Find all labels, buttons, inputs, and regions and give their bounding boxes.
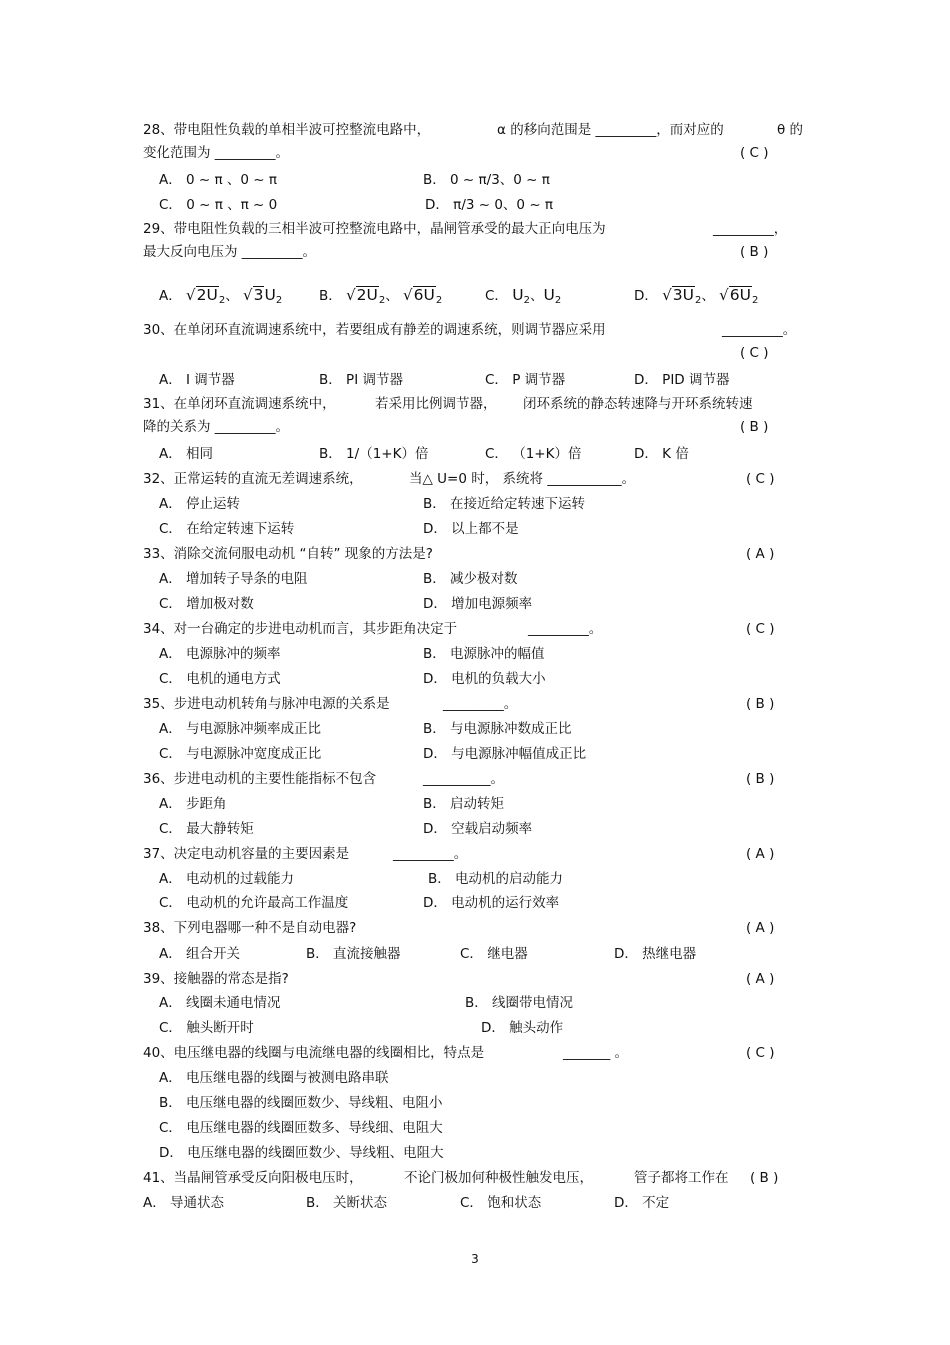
option-b: B． 线圈带电情况 bbox=[465, 995, 574, 1011]
question-text: 30、在单闭环直流调速系统中，若要组成有静差的调速系统，则调节器应采用 bbox=[143, 322, 606, 338]
question-text: __________。 bbox=[423, 771, 504, 787]
answer-badge: ( B ) bbox=[750, 1170, 779, 1186]
answer-badge: ( C ) bbox=[746, 471, 775, 487]
option-c: C． 最大静转矩 bbox=[159, 821, 254, 837]
option-c: C． 在给定转速下运转 bbox=[159, 521, 295, 537]
answer-badge: ( A ) bbox=[746, 546, 775, 562]
option-c: C． 电动机的允许最高工作温度 bbox=[159, 895, 349, 911]
options-row bbox=[0, 992, 950, 1014]
option-b: B． 关断状态 bbox=[306, 1195, 388, 1211]
options-row bbox=[0, 518, 950, 540]
options-row bbox=[0, 868, 950, 890]
option-b: B． 启动转矩 bbox=[423, 796, 505, 812]
question-29-line2 bbox=[0, 241, 950, 263]
question-text: _________， bbox=[713, 221, 788, 237]
option-c: C． 电机的通电方式 bbox=[159, 671, 281, 687]
question-text: 当△ U=0 时， 系统将 ___________。 bbox=[409, 471, 636, 487]
question-28 bbox=[0, 119, 950, 141]
options-row bbox=[0, 718, 950, 740]
option-d: D． 电动机的运行效率 bbox=[423, 895, 560, 911]
options-row bbox=[0, 369, 950, 391]
options-row bbox=[0, 743, 950, 765]
options-row bbox=[0, 818, 950, 840]
option-b: B． PI 调节器 bbox=[319, 372, 403, 388]
sqrt-icon: √ bbox=[719, 286, 729, 304]
question-text: θ 的 bbox=[777, 122, 804, 138]
options-row bbox=[0, 643, 950, 665]
sqrt-icon: √ bbox=[186, 286, 196, 304]
question-35 bbox=[0, 693, 950, 715]
question-text: 最大反向电压为 _________。 bbox=[143, 244, 317, 260]
question-text: 39、接触器的常态是指? bbox=[143, 971, 289, 987]
option-c: C． 触头断开时 bbox=[159, 1020, 254, 1036]
option-c: C． $U_2$、$U_2$ bbox=[485, 286, 562, 306]
answer-badge: ( B ) bbox=[740, 244, 769, 260]
option-b: B． $√2U_2$、 $√6U_2$ bbox=[319, 286, 443, 306]
options-row bbox=[0, 1017, 950, 1039]
option-b: B． 在接近给定转速下运转 bbox=[423, 496, 586, 512]
question-33 bbox=[0, 543, 950, 565]
question-31 bbox=[0, 393, 950, 415]
option-c: C． 0 ~ π 、π ~ 0 bbox=[159, 197, 278, 213]
question-text: 36、步进电动机的主要性能指标不包含 bbox=[143, 771, 377, 787]
question-37 bbox=[0, 843, 950, 865]
question-28-line2 bbox=[0, 142, 950, 164]
question-text: 33、消除交流伺服电动机 “自转” 现象的方法是? bbox=[143, 546, 433, 562]
options-row bbox=[0, 493, 950, 515]
options-row bbox=[0, 194, 950, 216]
option-b: B． 减少极对数 bbox=[423, 571, 518, 587]
question-text: 降的关系为 _________。 bbox=[143, 419, 290, 435]
option-c: C． 饱和状态 bbox=[460, 1195, 542, 1211]
options-row bbox=[0, 593, 950, 615]
answer-badge: ( A ) bbox=[746, 920, 775, 936]
question-text: 41、当晶闸管承受反向阳极电压时， bbox=[143, 1170, 363, 1186]
option-a: A． 电压继电器的线圈与被测电路串联 bbox=[159, 1070, 389, 1086]
question-text: 38、下列电器哪一种不是自动电器? bbox=[143, 920, 357, 936]
options-row bbox=[0, 892, 950, 914]
options-row bbox=[0, 943, 950, 965]
question-text: 40、电压继电器的线圈与电流继电器的线圈相比，特点是 bbox=[143, 1045, 485, 1061]
options-row bbox=[0, 793, 950, 815]
option-d: D． 与电源脉冲幅值成正比 bbox=[423, 746, 587, 762]
option-a: A． 增加转子导条的电阻 bbox=[159, 571, 308, 587]
option-row bbox=[0, 1142, 950, 1164]
options-row-formulas bbox=[0, 282, 950, 308]
option-a: A． 线圈未通电情况 bbox=[159, 995, 281, 1011]
option-b: B． 直流接触器 bbox=[306, 946, 401, 962]
question-text: α 的移向范围是 _________，而对应的 bbox=[497, 122, 724, 138]
options-row bbox=[0, 568, 950, 590]
question-text: _________。 bbox=[393, 846, 468, 862]
sqrt-icon: √ bbox=[346, 286, 356, 304]
sqrt-icon: √ bbox=[662, 286, 672, 304]
question-text: 35、步进电动机转角与脉冲电源的关系是 bbox=[143, 696, 390, 712]
options-row bbox=[0, 1192, 950, 1214]
question-36 bbox=[0, 768, 950, 790]
question-29 bbox=[0, 218, 950, 240]
option-row bbox=[0, 1117, 950, 1139]
option-c: C． P 调节器 bbox=[485, 372, 566, 388]
option-d: D． 不定 bbox=[614, 1195, 670, 1211]
option-c: C． 电压继电器的线圈匝数多、导线细、电阻大 bbox=[159, 1120, 443, 1136]
option-b: B． 电源脉冲的幅值 bbox=[423, 646, 545, 662]
question-31-line2 bbox=[0, 416, 950, 438]
option-d: D． π/3 ~ 0、0 ~ π bbox=[425, 197, 554, 213]
question-40 bbox=[0, 1042, 950, 1064]
option-c: C． 与电源脉冲宽度成正比 bbox=[159, 746, 322, 762]
answer-badge: ( C ) bbox=[740, 145, 769, 161]
options-row bbox=[0, 668, 950, 690]
question-34 bbox=[0, 618, 950, 640]
answer-badge: ( C ) bbox=[740, 345, 769, 361]
option-d: D． $√3U_2$、 $√6U_2$ bbox=[634, 286, 759, 306]
answer-badge: ( B ) bbox=[740, 419, 769, 435]
option-b: B． 与电源脉冲数成正比 bbox=[423, 721, 572, 737]
question-text: _________。 bbox=[443, 696, 518, 712]
option-d: D． 空载启动频率 bbox=[423, 821, 533, 837]
question-text: 管子都将工作在 bbox=[634, 1170, 729, 1186]
question-30-answer-row bbox=[0, 342, 950, 364]
question-39 bbox=[0, 968, 950, 990]
option-b: B． 0 ~ π/3、0 ~ π bbox=[423, 172, 550, 188]
option-row bbox=[0, 1067, 950, 1089]
answer-badge: ( A ) bbox=[746, 971, 775, 987]
option-d: D． 电压继电器的线圈匝数少、导线粗、电阻大 bbox=[159, 1145, 444, 1161]
option-a: A． $√2U_2$、 $√3U_2$ bbox=[159, 286, 283, 306]
answer-badge: ( B ) bbox=[746, 771, 775, 787]
question-text: _________。 bbox=[722, 322, 797, 338]
option-a: A． 停止运转 bbox=[159, 496, 241, 512]
option-c: C． 增加极对数 bbox=[159, 596, 254, 612]
page-number: 3 bbox=[471, 1252, 479, 1266]
answer-badge: ( C ) bbox=[746, 1045, 775, 1061]
option-a: A． 与电源脉冲频率成正比 bbox=[159, 721, 322, 737]
option-d: D． 电机的负载大小 bbox=[423, 671, 546, 687]
answer-badge: ( C ) bbox=[746, 621, 775, 637]
option-d: D． 热继电器 bbox=[614, 946, 697, 962]
option-row bbox=[0, 1092, 950, 1114]
question-text: 闭环系统的静态转速降与开环系统转速 bbox=[523, 396, 753, 412]
option-a: A． 相同 bbox=[159, 446, 214, 462]
question-38 bbox=[0, 917, 950, 939]
option-a: A． 步距角 bbox=[159, 796, 227, 812]
question-30 bbox=[0, 319, 950, 341]
question-text: 不论门极加何种极性触发电压， bbox=[404, 1170, 593, 1186]
option-c: C． 继电器 bbox=[460, 946, 528, 962]
option-b: B． 1/（1+K）倍 bbox=[319, 446, 429, 462]
options-row bbox=[0, 443, 950, 465]
question-text: 若采用比例调节器， bbox=[375, 396, 497, 412]
answer-badge: ( A ) bbox=[746, 846, 775, 862]
question-text: 31、在单闭环直流调速系统中， bbox=[143, 396, 336, 412]
answer-badge: ( B ) bbox=[746, 696, 775, 712]
option-d: D． 以上都不是 bbox=[423, 521, 519, 537]
question-text: 变化范围为 _________。 bbox=[143, 145, 290, 161]
question-text: 34、对一台确定的步进电动机而言，其步距角决定于 bbox=[143, 621, 458, 637]
sqrt-icon: √ bbox=[403, 286, 413, 304]
options-row bbox=[0, 169, 950, 191]
option-b: B． 电动机的启动能力 bbox=[428, 871, 564, 887]
option-a: A． 组合开关 bbox=[159, 946, 241, 962]
question-text: 37、决定电动机容量的主要因素是 bbox=[143, 846, 350, 862]
option-a: A． 电源脉冲的频率 bbox=[159, 646, 281, 662]
option-b: B． 电压继电器的线圈匝数少、导线粗、电阻小 bbox=[159, 1095, 443, 1111]
option-a: A． I 调节器 bbox=[159, 372, 235, 388]
question-32 bbox=[0, 468, 950, 490]
question-text: 32、正常运转的直流无差调速系统， bbox=[143, 471, 363, 487]
option-a: A． 导通状态 bbox=[143, 1195, 225, 1211]
question-41 bbox=[0, 1167, 950, 1189]
option-d: D． PID 调节器 bbox=[634, 372, 730, 388]
option-d: D． 触头动作 bbox=[481, 1020, 564, 1036]
option-c: C． （1+K）倍 bbox=[485, 446, 582, 462]
sqrt-icon: √ bbox=[243, 286, 253, 304]
option-d: D． 增加电源频率 bbox=[423, 596, 533, 612]
question-text: _________。 bbox=[528, 621, 603, 637]
option-a: A． 0 ~ π 、0 ~ π bbox=[159, 172, 278, 188]
question-text: 29、带电阻性负载的三相半波可控整流电路中，晶闸管承受的最大正向电压为 bbox=[143, 221, 606, 237]
option-a: A． 电动机的过载能力 bbox=[159, 871, 295, 887]
question-text: 28、带电阻性负载的单相半波可控整流电路中， bbox=[143, 122, 431, 138]
option-d: D． K 倍 bbox=[634, 446, 689, 462]
question-text: _______ 。 bbox=[563, 1045, 629, 1061]
